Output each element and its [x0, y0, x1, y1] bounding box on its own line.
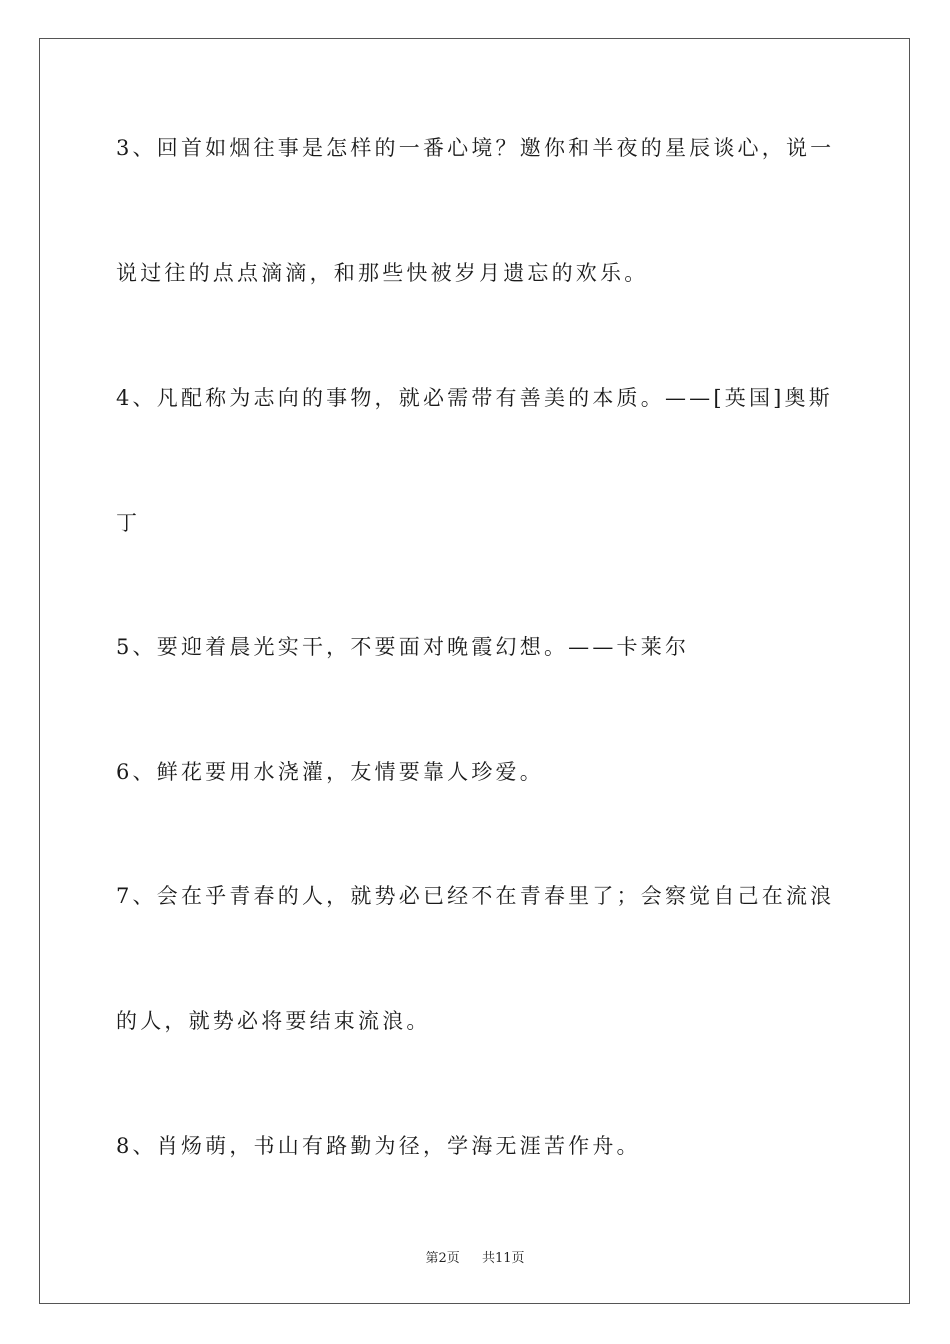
page-footer [0, 1247, 950, 1266]
text-line-2: 说过往的点点滴滴，和那些快被岁月遗忘的欢乐。 [116, 261, 649, 285]
text-line-1: 3、回首如烟往事是怎样的一番心境？邀你和半夜的星辰谈心，说一 [116, 136, 835, 160]
page-number: 第2页 [425, 1251, 460, 1266]
page-frame [39, 38, 910, 1304]
text-line-6: 6、鲜花要用水浇灌，友情要靠人珍爱。 [116, 760, 544, 784]
text-line-4: 丁 [116, 511, 141, 535]
text-line-5: 5、要迎着晨光实干，不要面对晚霞幻想。——卡莱尔 [116, 635, 690, 659]
text-line-3: 4、凡配称为志向的事物，就必需带有善美的本质。——[英国]奥斯 [116, 386, 833, 410]
text-line-7: 7、会在乎青春的人，就势必已经不在青春里了；会察觉自己在流浪 [116, 884, 835, 908]
text-line-9: 8、肖炀萌，书山有路勤为径，学海无涯苦作舟。 [116, 1134, 641, 1158]
text-line-8: 的人，就势必将要结束流浪。 [116, 1009, 431, 1033]
page-total: 共11页 [482, 1251, 525, 1266]
